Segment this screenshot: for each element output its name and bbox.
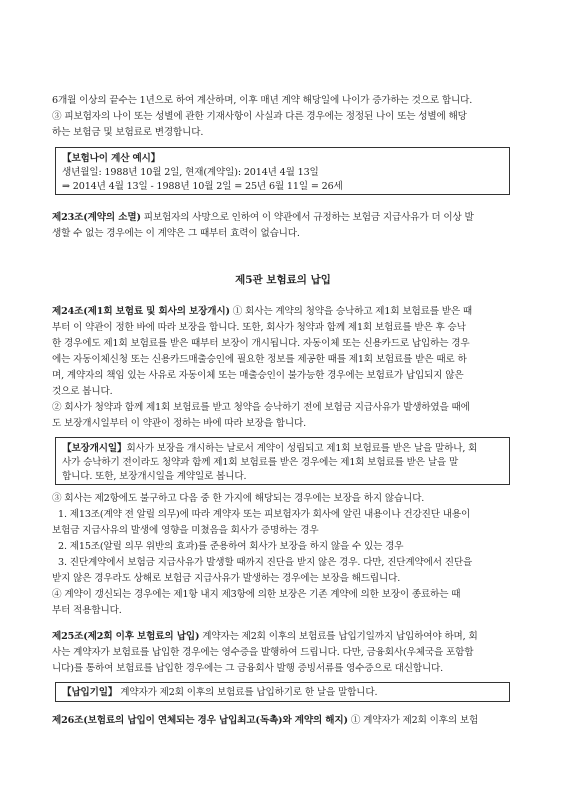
article-text: ① 계약자가 제2회 이후의 보험 <box>347 715 479 726</box>
list-item: 1. 제13조(계약 전 알릴 의무)에 따라 계약자 또는 피보험자가 회사에 알린 내용이나 건강진단 내용이 <box>58 509 471 520</box>
text-line: 받지 않은 경우라도 상해로 보험금 지급사유가 발생하는 경우에는 보장을 해드립니다. <box>52 573 401 584</box>
text-line: ② 회사가 청약과 함께 제1회 보험료를 받고 청약을 승낙하기 전에 보험금 지급사유가 발생하였을 때에 <box>52 402 470 413</box>
box-line <box>62 442 477 455</box>
text-line: 6개월 이상의 끝수는 1년으로 하여 계산하며, 이후 매년 계약 해당일에 나이가 증가하는 것으로 합니다. <box>52 95 473 106</box>
due-date-box <box>55 682 510 702</box>
article-text: 피보험자의 사망으로 인하여 이 약관에서 규정하는 보험금 지급사유가 더 이상 발 <box>140 212 474 223</box>
box-line: 사가 승낙하기 전이라도 청약과 함께 제1회 보험료를 받은 경우에는 제1회 보험료를 받은 날을 말 <box>62 457 459 468</box>
box-text: 계약자가 제2회 이후의 보험료를 납입하기로 한 날을 말합니다. <box>117 687 378 698</box>
box-text: 회사가 보장을 개시하는 날로서 계약이 성립되고 제1회 보험료를 받은 날을 말하나, 회 <box>126 443 478 454</box>
article-text: ① 회사는 계약의 청약을 승낙하고 제1회 보험료를 받은 때 <box>229 306 472 317</box>
coverage-start-box <box>55 437 510 485</box>
text-line: 보험금 지급사유의 발생에 영향을 미쳤음을 회사가 증명하는 경우 <box>52 525 319 536</box>
age-example-box <box>55 147 510 195</box>
text-line: 하는 보험금 및 보험료로 변경합니다. <box>52 127 204 138</box>
text-line: 에는 자동이체신청 또는 신용카드매출승인에 필요한 정보를 제공한 때를 제1회 보험료를 받은 때로 하 <box>52 354 467 365</box>
age-example-title: 【보험나이 계산 예시】 <box>62 153 161 164</box>
text-line: 부터 적용합니다. <box>52 605 122 616</box>
text-line: 것으로 봅니다. <box>52 386 113 397</box>
text-line: 도 보장개시일부터 이 약관이 정하는 바에 따라 보장을 합니다. <box>52 418 307 429</box>
article-23 <box>52 211 474 224</box>
text-line: 니다)를 통하여 보험료를 납입한 경우에는 그 금융회사 발행 증빙서류를 영수증으로 대신합니다. <box>52 663 444 674</box>
list-item: 3. 진단계약에서 보험금 지급사유가 발생할 때까지 진단을 받지 않은 경우. 다만, 진단계약에서 진단을 <box>58 557 473 568</box>
article-24 <box>52 305 472 318</box>
text-line: 사는 계약자가 보험료를 납입한 경우에는 영수증을 발행하여 드립니다. 다만, 금융회사(우체국을 포함합 <box>52 647 474 658</box>
article-text: 계약자는 제2회 이후의 보험료를 납입기일까지 납입하여야 하며, 회 <box>199 631 478 642</box>
article-title: 제23조(계약의 소멸) <box>52 212 141 223</box>
article-title: 제25조(제2회 이후 보험료의 납입) <box>52 631 200 642</box>
article-title: 제26조(보험료의 납입이 연체되는 경우 납입최고(독촉)와 계약의 해지) <box>52 715 348 726</box>
box-title: 【납입기일】 <box>62 687 118 698</box>
text-line: ③ 피보험자의 나이 또는 성별에 관한 기재사항이 사실과 다른 경우에는 정정된 나이 또는 성별에 해당 <box>52 111 467 122</box>
text-line: ④ 계약이 갱신되는 경우에는 제1항 내지 제3항에 의한 보장은 기존 계약에 의한 보장이 종료하는 때 <box>52 589 461 600</box>
article-26 <box>52 714 478 727</box>
text-line: 한 경우에도 제1회 보험료를 받은 때부터 보장이 개시됩니다. 자동이체 또는 신용카드로 납입하는 경우 <box>52 338 470 349</box>
box-line: 합니다. 또한, 보장개시일을 계약일로 봅니다. <box>62 471 247 482</box>
age-example-line: ⇒ 2014년 4월 13일 - 1988년 10월 2일 = 25년 6월 11일 = 26세 <box>62 181 343 192</box>
age-example-line: 생년월일: 1988년 10월 2일, 현재(계약일): 2014년 4월 13일 <box>62 167 319 178</box>
box-line <box>62 686 377 699</box>
text-line: 며, 계약자의 책임 있는 사유로 자동이체 또는 매출승인이 불가능한 경우에는 보험료가 납입되지 않은 <box>52 370 464 381</box>
article-25 <box>52 630 478 643</box>
list-item: 2. 제15조(알릴 의무 위반의 효과)를 준용하여 회사가 보장을 하지 않을 수 있는 경우 <box>58 541 404 552</box>
article-title: 제24조(제1회 보험료 및 회사의 보장개시) <box>52 306 230 317</box>
text-line: 부터 이 약관이 정한 바에 따라 보장을 합니다. 또한, 회사가 청약과 함께 제1회 보험료를 받은 후 승낙 <box>52 322 466 333</box>
text-line: 생할 수 없는 경우에는 이 계약은 그 때부터 효력이 없습니다. <box>52 228 300 239</box>
text-line: ③ 회사는 제2항에도 불구하고 다음 중 한 가지에 해당되는 경우에는 보장을 하지 않습니다. <box>52 493 425 504</box>
section-heading: 제5관 보험료의 납입 <box>235 274 331 286</box>
box-title: 【보장개시일】 <box>62 443 127 454</box>
